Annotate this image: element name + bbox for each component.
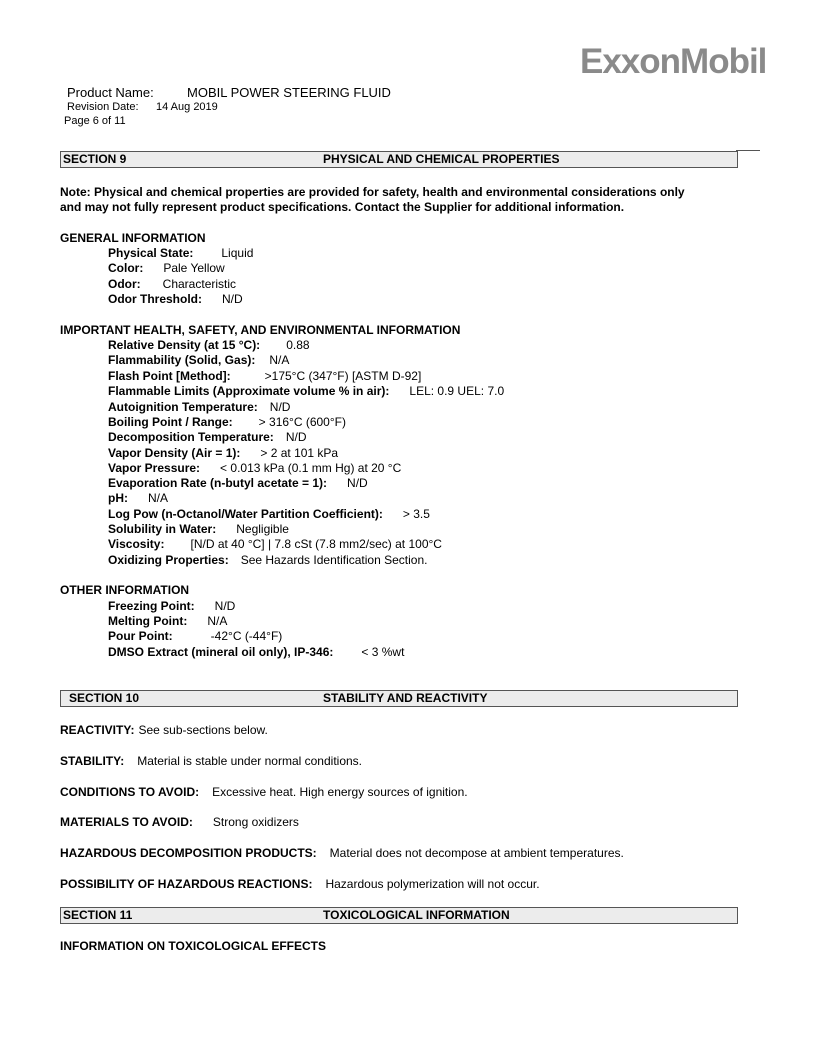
property-value: Liquid bbox=[221, 246, 254, 260]
product-name-label: Product Name: bbox=[67, 85, 154, 100]
property-row bbox=[108, 292, 243, 306]
property-label: Freezing Point: bbox=[108, 599, 195, 613]
property-value: N/D bbox=[269, 400, 291, 414]
property-value: N/A bbox=[207, 614, 228, 628]
property-value: > 2 at 101 kPa bbox=[260, 446, 339, 460]
property-value: Characteristic bbox=[162, 277, 237, 291]
section-11-title: TOXICOLOGICAL INFORMATION bbox=[323, 908, 510, 922]
property-value: 0.88 bbox=[286, 338, 310, 352]
property-label: Vapor Pressure: bbox=[108, 461, 201, 475]
section-10-number: SECTION 10 bbox=[69, 691, 140, 705]
property-value: N/A bbox=[148, 491, 169, 505]
property-row bbox=[108, 338, 310, 352]
property-value: > 3.5 bbox=[402, 507, 430, 521]
property-row bbox=[108, 415, 346, 429]
property-value: N/D bbox=[222, 292, 243, 306]
property-value: N/A bbox=[269, 353, 290, 367]
revision-date-label: Revision Date: bbox=[67, 101, 139, 113]
hazardous-reactions-value: Hazardous polymerization will not occur. bbox=[325, 877, 540, 891]
property-label: Relative Density (at 15 °C): bbox=[108, 338, 261, 352]
property-label: Log Pow (n-Octanol/Water Partition Coefficient): bbox=[108, 507, 383, 521]
header-rule bbox=[736, 150, 760, 151]
property-label: Decomposition Temperature: bbox=[108, 430, 274, 444]
reactivity-row bbox=[60, 723, 268, 737]
property-label: DMSO Extract (mineral oil only), IP-346: bbox=[108, 645, 334, 659]
property-row bbox=[108, 261, 225, 275]
property-label: Vapor Density (Air = 1): bbox=[108, 446, 241, 460]
property-row bbox=[108, 522, 289, 536]
conditions-label: CONDITIONS TO AVOID: bbox=[60, 785, 200, 799]
property-label: Odor: bbox=[108, 277, 141, 291]
section-11-bar bbox=[60, 907, 738, 924]
property-label: Solubility in Water: bbox=[108, 522, 217, 536]
product-name-value: MOBIL POWER STEERING FLUID bbox=[187, 85, 391, 100]
property-row bbox=[108, 353, 289, 367]
note-line-2: and may not fully represent product specifications. Contact the Supplier for additional information. bbox=[60, 200, 625, 214]
property-row bbox=[108, 400, 290, 414]
property-value: -42°C (-44°F) bbox=[210, 629, 283, 643]
property-row bbox=[108, 384, 504, 398]
section-9-number: SECTION 9 bbox=[63, 152, 127, 166]
property-label: Boiling Point / Range: bbox=[108, 415, 233, 429]
property-label: Flash Point [Method]: bbox=[108, 369, 231, 383]
property-row bbox=[108, 645, 404, 659]
property-value: >175°C (347°F) [ASTM D-92] bbox=[264, 369, 422, 383]
other-information-heading: OTHER INFORMATION bbox=[60, 583, 190, 597]
materials-label: MATERIALS TO AVOID: bbox=[60, 815, 193, 829]
hazardous-reactions-label: POSSIBILITY OF HAZARDOUS REACTIONS: bbox=[60, 877, 313, 891]
property-value: > 316°C (600°F) bbox=[258, 415, 346, 429]
property-label: Evaporation Rate (n-butyl acetate = 1): bbox=[108, 476, 328, 490]
property-label: Melting Point: bbox=[108, 614, 188, 628]
property-row bbox=[108, 461, 401, 475]
property-label: pH: bbox=[108, 491, 128, 505]
property-value: N/D bbox=[285, 430, 307, 444]
conditions-value: Excessive heat. High energy sources of ignition. bbox=[212, 785, 468, 799]
property-value: Negligible bbox=[236, 522, 289, 536]
section-9-title: PHYSICAL AND CHEMICAL PROPERTIES bbox=[323, 152, 560, 166]
property-row bbox=[108, 246, 253, 260]
property-row bbox=[108, 476, 368, 490]
property-row bbox=[108, 614, 227, 628]
property-label: Odor Threshold: bbox=[108, 292, 202, 306]
page-number: Page 6 of 11 bbox=[64, 115, 126, 127]
hazardous-reactions-row bbox=[60, 877, 540, 891]
property-label: Flammable Limits (Approximate volume % in air): bbox=[108, 384, 390, 398]
property-value: N/D bbox=[347, 476, 368, 490]
stability-value: Material is stable under normal conditions. bbox=[137, 754, 362, 768]
toxicological-effects-heading: INFORMATION ON TOXICOLOGICAL EFFECTS bbox=[60, 939, 326, 953]
property-row bbox=[108, 491, 168, 505]
property-label: Pour Point: bbox=[108, 629, 173, 643]
property-label: Physical State: bbox=[108, 246, 194, 260]
decomposition-label: HAZARDOUS DECOMPOSITION PRODUCTS: bbox=[60, 846, 317, 860]
property-value: < 0.013 kPa (0.1 mm Hg) at 20 °C bbox=[220, 461, 402, 475]
materials-value: Strong oxidizers bbox=[212, 815, 299, 829]
property-row bbox=[108, 430, 306, 444]
section-9-bar bbox=[60, 151, 738, 168]
note-line-1: Note: Physical and chemical properties are provided for safety, health and environmental considerations only bbox=[60, 185, 685, 199]
property-row bbox=[108, 537, 442, 551]
stability-row bbox=[60, 754, 362, 768]
property-row bbox=[108, 629, 282, 643]
property-value: Pale Yellow bbox=[163, 261, 225, 275]
property-value: < 3 %wt bbox=[361, 645, 405, 659]
property-label: Flammability (Solid, Gas): bbox=[108, 353, 256, 367]
materials-row bbox=[60, 815, 299, 829]
revision-date-value: 14 Aug 2019 bbox=[156, 101, 218, 113]
property-row bbox=[108, 599, 235, 613]
decomposition-row bbox=[60, 846, 624, 860]
property-row bbox=[108, 369, 421, 383]
property-value: See Hazards Identification Section. bbox=[240, 553, 428, 567]
section-10-title: STABILITY AND REACTIVITY bbox=[323, 691, 488, 705]
section-11-number: SECTION 11 bbox=[63, 908, 133, 922]
reactivity-value: See sub-sections below. bbox=[138, 723, 268, 737]
section-10-bar bbox=[60, 690, 738, 707]
important-information-heading: IMPORTANT HEALTH, SAFETY, AND ENVIRONMENTAL INFORMATION bbox=[60, 323, 461, 337]
property-label: Viscosity: bbox=[108, 537, 165, 551]
property-value: LEL: 0.9 UEL: 7.0 bbox=[409, 384, 505, 398]
reactivity-label: REACTIVITY: bbox=[60, 723, 135, 737]
property-value: N/D bbox=[214, 599, 236, 613]
property-label: Color: bbox=[108, 261, 144, 275]
general-information-heading: GENERAL INFORMATION bbox=[60, 231, 206, 245]
conditions-row bbox=[60, 785, 468, 799]
property-label: Oxidizing Properties: bbox=[108, 553, 229, 567]
exxonmobil-logo: ExxonMobil bbox=[580, 42, 767, 81]
property-row bbox=[108, 553, 427, 567]
property-label: Autoignition Temperature: bbox=[108, 400, 258, 414]
property-value: [N/D at 40 °C] | 7.8 cSt (7.8 mm2/sec) at 100°C bbox=[190, 537, 442, 551]
stability-label: STABILITY: bbox=[60, 754, 125, 768]
property-row bbox=[108, 507, 430, 521]
property-row bbox=[108, 277, 236, 291]
property-row bbox=[108, 446, 338, 460]
decomposition-value: Material does not decompose at ambient temperatures. bbox=[329, 846, 624, 860]
